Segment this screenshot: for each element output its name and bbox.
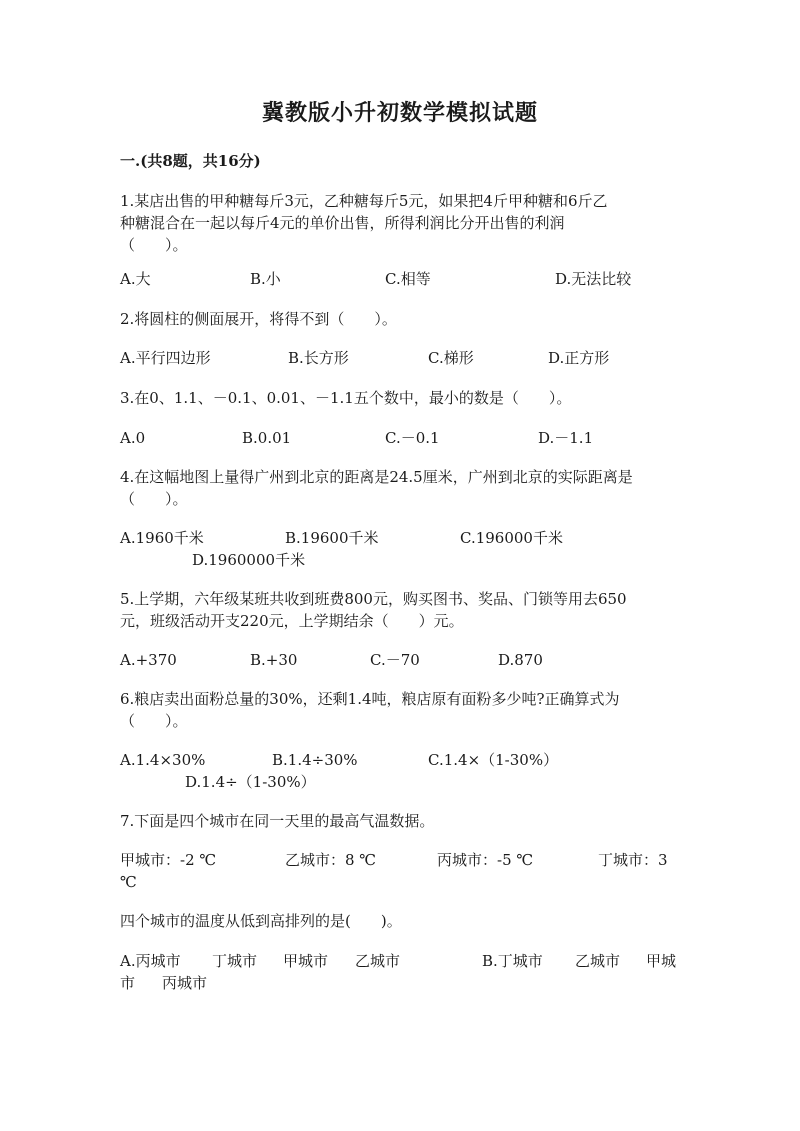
q7-option-a-4: 乙城市 [355,952,401,970]
q7-option-a-1: A.丙城市 [120,952,181,970]
q7-option-b-2: 乙城市 [575,952,621,970]
q7-temp-yi: 乙城市：8 ℃ [285,851,377,869]
q1-option-b: B.小 [250,270,281,288]
q1-option-c: C.相等 [385,270,431,288]
q4-line2: （ ）。 [120,490,188,508]
q4-option-a: A.1960千米 [120,529,204,547]
q7-option-a-3: 甲城市 [283,952,329,970]
q7-line1: 7.下面是四个城市在同一天里的最高气温数据。 [120,812,435,830]
q6-option-c: C.1.4×（1-30%） [428,751,559,769]
page-title: 冀教版小升初数学模拟试题 [261,100,538,126]
q6-option-a: A.1.4×30% [120,751,206,769]
q6-line1: 6.粮店卖出面粉总量的30%，还剩1.4吨，粮店原有面粉多少吨?正确算式为 [120,690,620,708]
q1-option-d: D.无法比较 [555,270,632,288]
q2-option-d: D.正方形 [548,349,610,367]
q1-option-a: A.大 [120,270,151,288]
q2-option-c: C.梯形 [428,349,474,367]
q7-option-b-wrap-2: 丙城市 [162,974,208,992]
q4-option-b: B.19600千米 [285,529,379,547]
q7-prompt: 四个城市的温度从低到高排列的是( )。 [120,912,402,930]
q7-temp-jia: 甲城市：-2 ℃ [120,851,217,869]
q5-option-a: A.+370 [120,651,177,669]
q6-option-b: B.1.4÷30% [272,751,358,769]
q5-option-d: D.870 [498,651,543,669]
q2-line1: 2.将圆柱的侧面展开，将得不到（ ）。 [120,310,397,328]
q6-option-d: D.1.4÷（1-30%） [185,773,316,791]
q4-option-c: C.196000千米 [460,529,563,547]
q6-line2: （ ）。 [120,712,188,730]
q3-option-d: D.－1.1 [538,429,594,447]
q7-option-a-2: 丁城市 [212,952,258,970]
q7-temp-ding: 丁城市：3 [598,851,668,869]
q5-line2: 元，班级活动开支220元，上学期结余（ ）元。 [120,612,464,630]
q2-option-a: A.平行四边形 [120,349,211,367]
section-heading: 一.(共8题，共16分) [120,152,261,170]
q3-option-a: A.0 [120,429,146,447]
q7-temp-bing: 丙城市：-5 ℃ [437,851,534,869]
q1-line2: 种糖混合在一起以每斤4元的单价出售，所得利润比分开出售的利润 [120,214,565,232]
q1-line3: （ ）。 [120,236,188,254]
q1-line1: 1.某店出售的甲种糖每斤3元，乙种糖每斤5元，如果把4斤甲种糖和6斤乙 [120,192,608,210]
q3-option-b: B.0.01 [242,429,292,447]
q7-temp-ding-unit: ℃ [120,873,137,891]
q7-option-b-1: B.丁城市 [482,952,543,970]
q4-option-d: D.1960000千米 [192,551,306,569]
q5-option-b: B.+30 [250,651,298,669]
q7-option-b-wrap-1: 市 [120,974,136,992]
q5-option-c: C.－70 [370,651,420,669]
q3-option-c: C.－0.1 [385,429,440,447]
q2-option-b: B.长方形 [288,349,349,367]
q3-line1: 3.在0、1.1、－0.1、0.01、－1.1五个数中，最小的数是（ ）。 [120,389,572,407]
q5-line1: 5.上学期，六年级某班共收到班费800元，购买图书、奖品、门锁等用去650 [120,590,627,608]
q4-line1: 4.在这幅地图上量得广州到北京的距离是24.5厘米，广州到北京的实际距离是 [120,468,633,486]
q7-option-b-3: 甲城 [646,952,677,970]
